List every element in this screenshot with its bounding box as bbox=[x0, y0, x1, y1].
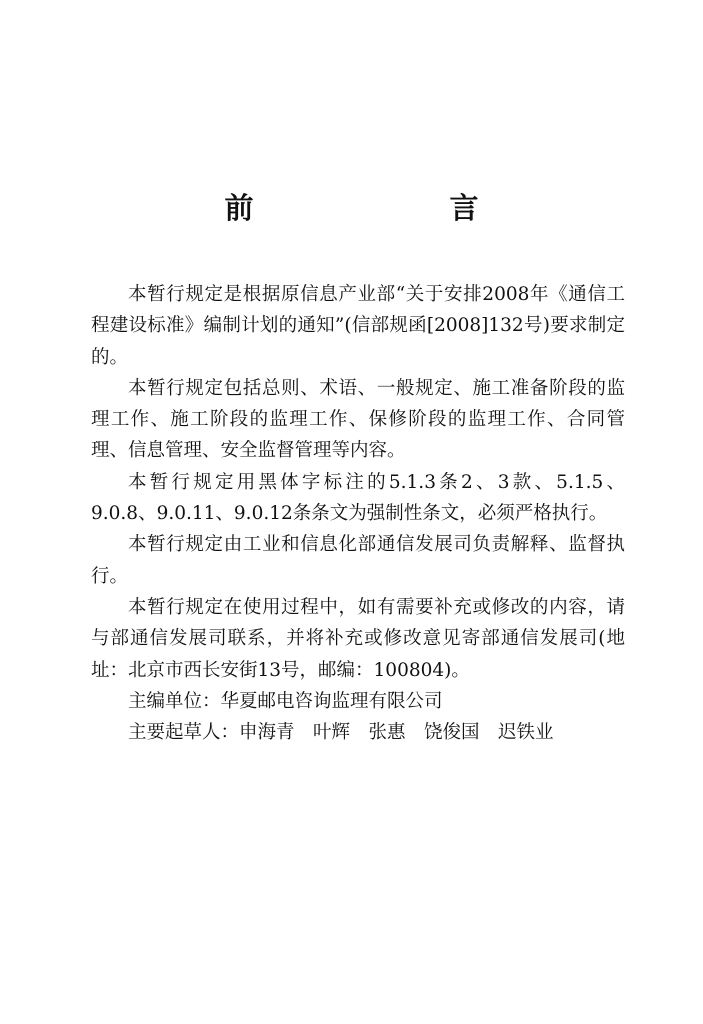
paragraph-5: 本暂行规定在使用过程中，如有需要补充或修改的内容，请与部通信发展司联系，并将补充或修改意见寄部通信发展司(地址：北京市西长安街13号，邮编：100804)。 bbox=[91, 596, 625, 681]
preface-body bbox=[91, 279, 625, 748]
drafters-line: 主要起草人：申海青 叶辉 张惠 饶俊国 迟铁业 bbox=[128, 722, 554, 744]
chief-editor-line: 主编单位：华夏邮电咨询监理有限公司 bbox=[128, 690, 443, 712]
paragraph-3: 本暂行规定用黑体字标注的5.1.3条2、3款、5.1.5、9.0.8、9.0.11、9.0.12条条文为强制性条文，必须严格执行。 bbox=[91, 471, 625, 525]
paragraph-2: 本暂行规定包括总则、术语、一般规定、施工准备阶段的监理工作、施工阶段的监理工作、保修阶段的监理工作、合同管理、信息管理、安全监督管理等内容。 bbox=[91, 377, 625, 462]
paragraph-4: 本暂行规定由工业和信息化部通信发展司负责解释、监督执行。 bbox=[91, 534, 625, 587]
paragraph-1: 本暂行规定是根据原信息产业部“关于安排2008年《通信工程建设标准》编制计划的通知”(信部规函[2008]132号)要求制定的。 bbox=[91, 284, 625, 368]
page-title: 前 言 bbox=[224, 191, 525, 225]
